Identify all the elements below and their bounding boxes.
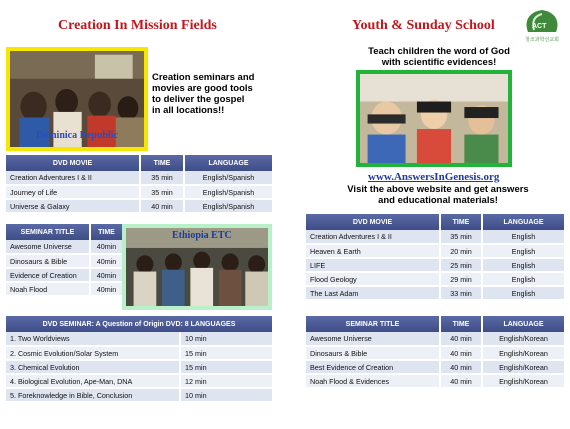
header-language: LANGUAGE — [482, 214, 564, 230]
table-row: Noah Flood 40min — [6, 282, 122, 296]
header-seminar-title: SEMINAR TITLE — [6, 224, 90, 240]
table-row: Dinosaurs & Bible 40min — [6, 254, 122, 268]
left-seminar-table — [6, 224, 122, 297]
photo-ethiopia — [122, 224, 272, 310]
logo-text: ACT — [532, 23, 547, 30]
header-dvd-movie: DVD MOVIE — [6, 155, 140, 171]
header-dvd-movie: DVD MOVIE — [306, 214, 440, 230]
photo-children — [356, 70, 512, 167]
table-row: Dinosaurs & Bible 40 min English/Korean — [306, 346, 564, 360]
photo2-caption: Ethiopia ETC — [172, 230, 232, 241]
table-row: Journey of Life 35 min English/Spanish — [6, 185, 272, 199]
left-origin-table — [6, 316, 272, 403]
photo-dominica — [6, 47, 148, 151]
table-row: 3. Chemical Evolution 15 min — [6, 360, 272, 374]
answers-in-genesis-link[interactable]: www.AnswersInGenesis.org — [368, 171, 500, 183]
header-time: TIME — [440, 316, 482, 332]
table-row: Best Evidence of Creation 40 min English/Korean — [306, 360, 564, 374]
table-row: Creation Adventures I & II 35 min English — [306, 230, 564, 244]
right-visit-text: Visit the above website and get answers and educational materials! — [347, 184, 529, 206]
table-row: Universe & Galaxy 40 min English/Spanish — [6, 199, 272, 213]
header-origin-seminar: DVD SEMINAR: A Question of Origin DVD: 8 LANGUAGES — [6, 316, 272, 332]
right-intro: Teach children the word of God with scientific evidences! — [368, 46, 510, 68]
table-row: 5. Foreknowledge in Bible, Conclusion 10 min — [6, 388, 272, 402]
table-row: Heaven & Earth 20 min English — [306, 244, 564, 258]
table-row: 2. Cosmic Evolution/Solar System 15 min — [6, 346, 272, 360]
left-dvd-table — [6, 155, 272, 214]
left-title: Creation In Mission Fields — [58, 18, 217, 33]
table-row: Awesome Universe 40 min English/Korean — [306, 332, 564, 346]
table-row: The Last Adam 33 min English — [306, 286, 564, 300]
table-row: Creation Adventures I & II 35 min English/Spanish — [6, 171, 272, 185]
left-intro: Creation seminars and movies are good tools to deliver the gospel in all locations!! — [152, 72, 255, 116]
table-row: Flood Geology 29 min English — [306, 272, 564, 286]
table-row: Awesome Universe 40min — [6, 240, 122, 254]
header-language: LANGUAGE — [184, 155, 272, 171]
header-seminar-title: SEMINAR TITLE — [306, 316, 440, 332]
header-time: TIME — [440, 214, 482, 230]
table-row: 1. Two Worldviews 10 min — [6, 332, 272, 346]
right-seminar-table — [306, 316, 564, 389]
table-row: Evidence of Creation 40min — [6, 268, 122, 282]
header-time: TIME — [90, 224, 122, 240]
right-dvd-table — [306, 214, 564, 301]
table-row: 4. Biological Evolution, Ape-Man, DNA 12 min — [6, 374, 272, 388]
act-logo — [522, 8, 562, 44]
logo-subtext: 창조과학선교회 — [525, 37, 559, 43]
right-title: Youth & Sunday School — [352, 18, 495, 33]
table-row: LIFE 25 min English — [306, 258, 564, 272]
header-language: LANGUAGE — [482, 316, 564, 332]
header-time: TIME — [140, 155, 184, 171]
photo1-caption: Dominica Republic — [36, 130, 118, 141]
table-row: Noah Flood & Evidences 40 min English/Korean — [306, 374, 564, 388]
